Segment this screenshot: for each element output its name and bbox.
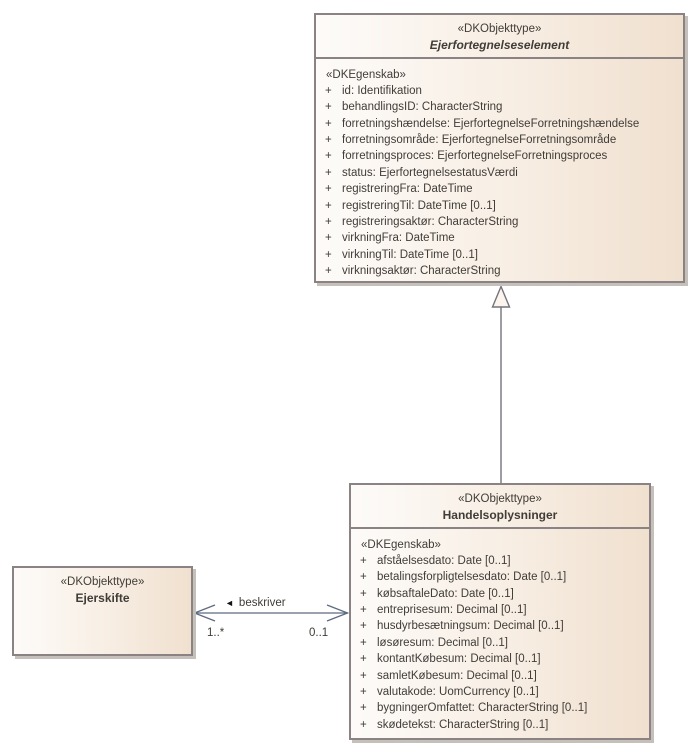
class-ejerfortegnelseselement[interactable]: [314, 13, 685, 283]
class-stereotype: «DKObjekttype»: [457, 23, 542, 35]
attribute-text: registreringFra: DateTime: [342, 183, 473, 196]
attribute-text: afståelsesdato: Date [0..1]: [377, 555, 511, 567]
attribute-row: [359, 618, 647, 634]
attributes-compartment: [351, 529, 649, 733]
attribute-row: [359, 569, 647, 585]
attribute-row: [324, 198, 681, 214]
visibility-marker: +: [325, 232, 332, 245]
association-direction-icon: ◄: [225, 598, 234, 608]
attribute-text: forretningsområde: EjerfortegnelseForretningsområde: [342, 134, 617, 147]
attribute-text: virkningFra: DateTime: [342, 232, 455, 245]
attribute-text: entreprisesum: Decimal [0..1]: [377, 604, 527, 617]
attribute-text: løsøresum: Decimal [0..1]: [377, 636, 508, 649]
association-label: [225, 596, 286, 611]
visibility-marker: +: [325, 215, 332, 228]
attribute-text: skødetekst: CharacterString [0..1]: [377, 718, 549, 731]
attribute-row: [359, 684, 647, 700]
attribute-row: [359, 602, 647, 618]
visibility-marker: +: [360, 636, 367, 649]
attribute-text: bygningerOmfattet: CharacterString [0..1]: [377, 702, 588, 715]
class-name: Ejerskifte: [75, 591, 130, 605]
class-ejerskifte[interactable]: [12, 566, 193, 656]
attribute-text: valutakode: UomCurrency [0..1]: [377, 685, 539, 698]
attribute-list: [324, 83, 681, 279]
attribute-text: betalingsforpligtelsesdato: Date [0..1]: [377, 571, 567, 584]
generalization-connector[interactable]: [493, 287, 510, 484]
class-name: Ejerfortegnelseselement: [429, 38, 570, 52]
visibility-marker: +: [325, 134, 332, 147]
class-stereotype: «DKObjekttype»: [458, 493, 542, 505]
visibility-marker: +: [360, 718, 367, 731]
attribute-row: [324, 132, 681, 148]
attribute-stereotype: «DKEgenskab»: [361, 539, 441, 551]
visibility-marker: +: [325, 183, 332, 196]
attribute-row: [324, 99, 681, 115]
attribute-row: [359, 553, 647, 569]
class-stereotype: «DKObjekttype»: [60, 576, 145, 588]
attribute-text: status: EjerfortegnelsestatusVærdi: [342, 166, 518, 179]
attribute-list: [359, 553, 647, 733]
visibility-marker: +: [360, 587, 367, 600]
visibility-marker: +: [325, 248, 332, 261]
attribute-row: [359, 700, 647, 716]
visibility-marker: +: [360, 571, 367, 584]
attribute-text: virkningTil: DateTime [0..1]: [342, 248, 478, 261]
visibility-marker: +: [360, 620, 367, 633]
attribute-text: samletKøbesum: Decimal [0..1]: [377, 669, 537, 682]
attribute-text: kontantKøbesum: Decimal [0..1]: [377, 653, 541, 666]
attribute-text: husdyrbesætningsum: Decimal [0..1]: [377, 620, 564, 633]
class-name: Handelsoplysninger: [442, 508, 558, 522]
attribute-text: behandlingsID: CharacterString: [342, 101, 503, 114]
attribute-row: [324, 263, 681, 279]
attribute-text: købsaftaleDato: Date [0..1]: [377, 587, 514, 600]
visibility-marker: +: [360, 685, 367, 698]
attribute-row: [359, 668, 647, 684]
attribute-stereotype: «DKEgenskab»: [326, 69, 406, 81]
visibility-marker: +: [360, 653, 367, 666]
association-label-text: beskriver: [238, 597, 286, 609]
visibility-marker: +: [325, 166, 332, 179]
attribute-row: [324, 148, 681, 164]
visibility-marker: +: [325, 117, 332, 130]
attribute-row: [324, 165, 681, 181]
attribute-row: [359, 586, 647, 602]
multiplicity-target: 0..1: [309, 627, 329, 639]
visibility-marker: +: [325, 199, 332, 212]
visibility-marker: +: [360, 702, 367, 715]
visibility-marker: +: [325, 150, 332, 163]
attribute-row: [359, 651, 647, 667]
class-handelsoplysninger[interactable]: [349, 483, 651, 740]
attribute-text: virkningsaktør: CharacterString: [342, 264, 501, 277]
attribute-row: [324, 230, 681, 246]
attribute-row: [324, 83, 681, 99]
attribute-row: [324, 247, 681, 263]
visibility-marker: +: [360, 555, 367, 567]
visibility-marker: +: [360, 669, 367, 682]
generalization-arrow-icon: [493, 287, 510, 308]
class-header: [14, 568, 191, 607]
attributes-compartment: [316, 59, 683, 279]
attribute-text: forretningshændelse: EjerfortegnelseForretningshændelse: [342, 117, 640, 130]
attribute-text: registreringsaktør: CharacterString: [342, 215, 519, 228]
visibility-marker: +: [325, 101, 332, 114]
attribute-row: [359, 635, 647, 651]
attribute-text: id: Identifikation: [342, 85, 422, 97]
attribute-row: [324, 181, 681, 197]
class-header: [316, 15, 683, 59]
attribute-text: forretningsproces: EjerfortegnelseForretningsproces: [342, 150, 608, 163]
association-arrow-left-icon: [195, 605, 216, 621]
visibility-marker: +: [360, 604, 367, 617]
attribute-row: [324, 116, 681, 132]
visibility-marker: +: [325, 264, 332, 277]
visibility-marker: +: [325, 85, 332, 97]
attribute-row: [359, 717, 647, 733]
class-header: [351, 485, 649, 529]
attribute-text: registreringTil: DateTime [0..1]: [342, 199, 496, 212]
attribute-row: [324, 214, 681, 230]
multiplicity-source: 1..*: [207, 627, 225, 639]
association-arrow-right-icon: [327, 605, 348, 621]
